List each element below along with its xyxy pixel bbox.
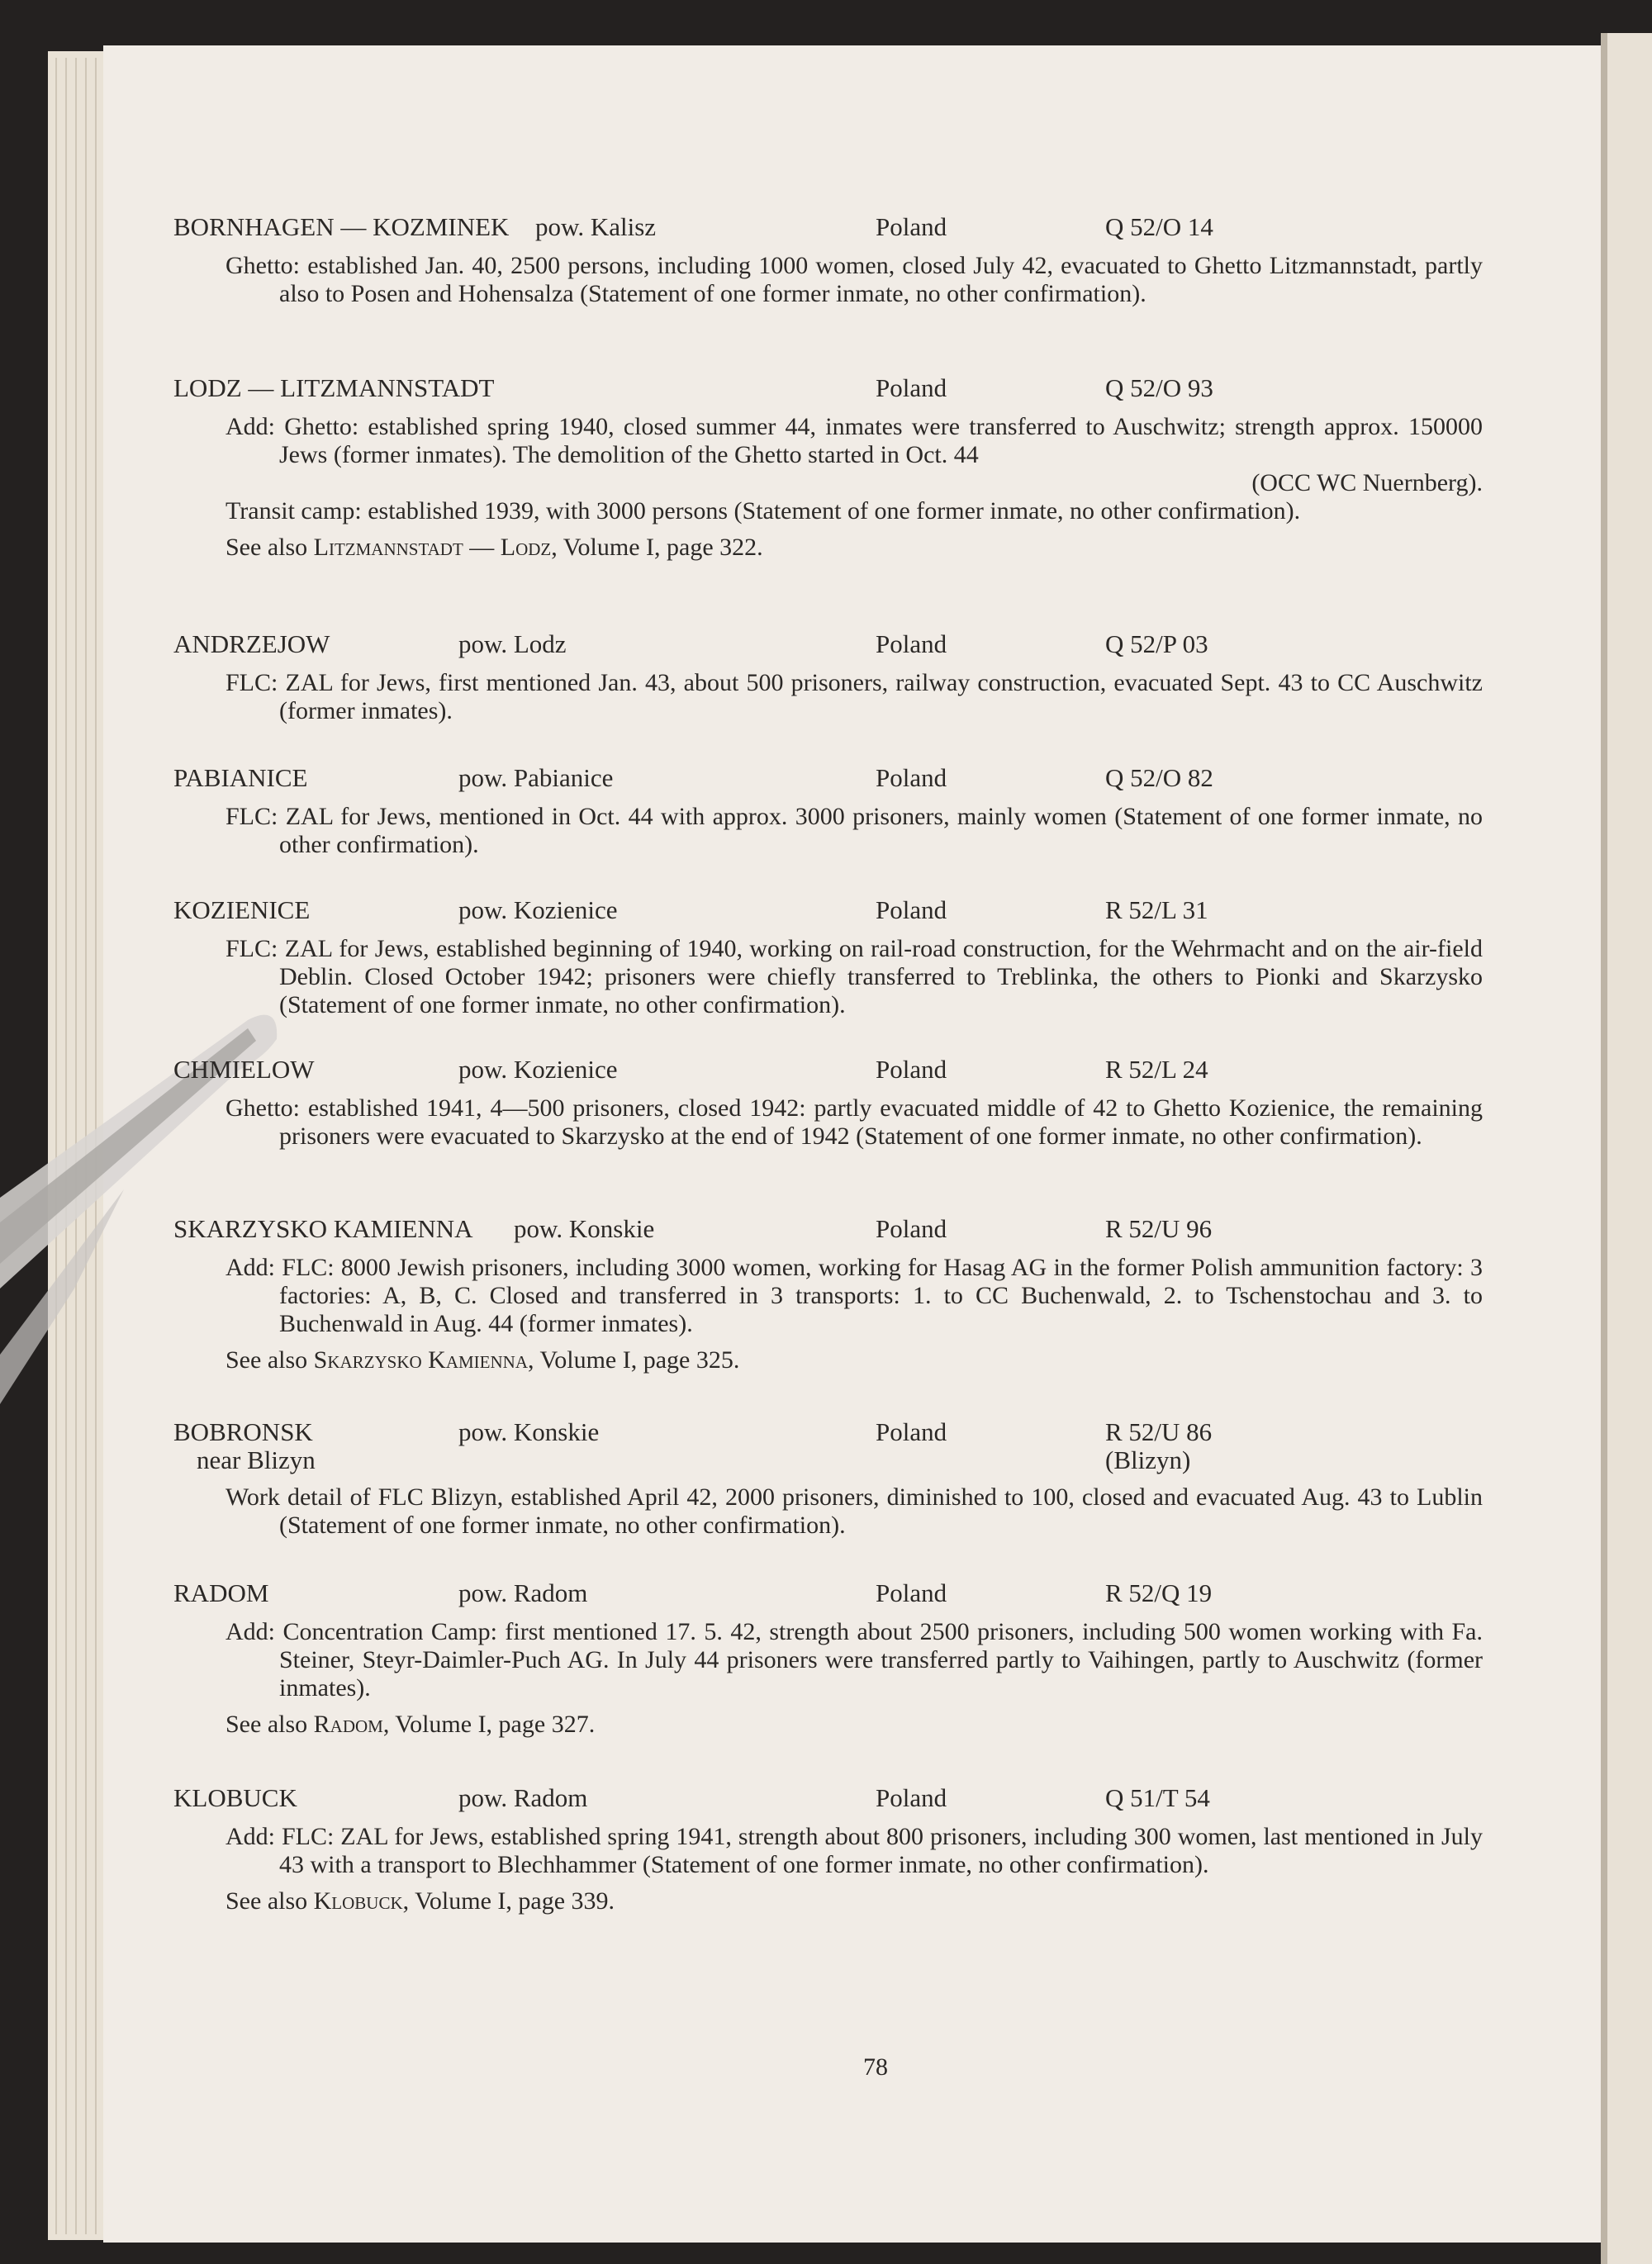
see-also-prefix: See also [225, 1711, 314, 1738]
entry-paragraph: Transit camp: established 1939, with 3000 persons (Statement of one former inmate, no other confirmation). [225, 497, 1301, 524]
see-also [173, 1887, 1483, 1915]
entry-pow: pow. Konskie [514, 1214, 655, 1243]
see-also-prefix: See also [225, 534, 314, 561]
see-also-prefix: See also [225, 1887, 314, 1915]
entry-andrzejow [173, 626, 1483, 725]
see-also-suffix: , Volume I, page 322. [551, 534, 763, 561]
entry-country: Poland [876, 629, 947, 658]
entry-name: PABIANICE [173, 763, 308, 792]
entry-paragraph: FLC: ZAL for Jews, mentioned in Oct. 44 with approx. 3000 prisoners, mainly women (Statement of one former inmate, no other confirmation). [225, 803, 1483, 858]
entry-bobronsk [173, 1414, 1483, 1540]
see-also-prefix: See also [225, 1346, 314, 1374]
entry-lodz [173, 370, 1483, 562]
entry-pow: pow. Konskie [458, 1417, 600, 1446]
see-also-suffix: , Volume I, page 327. [382, 1711, 596, 1738]
entry-skarzysko [173, 1211, 1483, 1374]
entry-ref: Q 52/O 93 [1105, 373, 1213, 402]
entry-header [173, 1414, 1483, 1477]
entry-name: ANDRZEJOW [173, 629, 330, 658]
entry-ref: R 52/L 31 [1105, 895, 1208, 924]
entry-country: Poland [876, 1214, 947, 1243]
entry-ref: R 52/U 86 [1105, 1417, 1213, 1446]
entry-name: KLOBUCK [173, 1783, 297, 1812]
entry-name: RADOM [173, 1578, 269, 1607]
see-also-ref: Litzmannstadt — Lodz [313, 534, 552, 561]
entry-bornhagen [173, 209, 1483, 308]
entry-header [173, 760, 1483, 796]
entry-header [173, 1780, 1483, 1816]
entry-name: BOBRONSK [173, 1417, 313, 1446]
entry-paragraph: FLC: ZAL for Jews, first mentioned Jan. 43, about 500 prisoners, railway construction, evacuated Sept. 43 to CC Auschwitz (former inmates). [225, 669, 1483, 724]
entry-country: Poland [876, 895, 947, 924]
entry-paragraph: Ghetto: established Jan. 40, 2500 persons, including 1000 women, closed July 42, evacuated to Ghetto Litzmannstadt, partly also to Posen and Hohensalza (Statement of one former inmate, no other confirmation). [225, 252, 1483, 307]
entry-pow: pow. Pabianice [458, 763, 614, 792]
entry-name: CHMIELOW [173, 1055, 315, 1084]
entry-pabianice [173, 760, 1483, 859]
entry-name: KOZIENICE [173, 895, 311, 924]
entry-country: Poland [876, 1578, 947, 1607]
entry-ref: R 52/Q 19 [1105, 1578, 1213, 1607]
entry-paragraph: FLC: ZAL for Jews, established beginning of 1940, working on rail-road construction, for the Wehrmacht and on the air-field Deblin. Closed October 1942; prisoners were chiefly transferred to Treblinka, the others to Pionki and Skarzysko (Statement of one former inmate, no other confirmation). [225, 935, 1483, 1018]
entry-radom [173, 1575, 1483, 1739]
page-number: 78 [863, 2053, 888, 2081]
entry-name-sub: near Blizyn [197, 1445, 316, 1474]
entry-ref: Q 51/T 54 [1105, 1783, 1210, 1812]
entry-header [173, 892, 1483, 928]
entry-header [173, 209, 1483, 245]
entry-country: Poland [876, 1417, 947, 1446]
see-also-ref: Skarzysko Kamienna [313, 1346, 528, 1374]
entry-name: BORNHAGEN — KOZMINEK [173, 212, 510, 241]
entry-country: Poland [876, 1783, 947, 1812]
entry-paragraph: Add: FLC: ZAL for Jews, established spring 1941, strength about 800 prisoners, including 300 women, last mentioned in July 43 with a transport to Blechhammer (Statement of one former inmate, no other confirmation). [225, 1823, 1483, 1878]
entry-klobuck [173, 1780, 1483, 1915]
entry-chmielow [173, 1051, 1483, 1151]
see-also [173, 1346, 1483, 1374]
entry-paragraph: Add: FLC: 8000 Jewish prisoners, including 3000 women, working for Hasag AG in the former Polish ammunition factory: 3 factories: A, B, C. Closed and transferred in 3 transports: 1. to CC Buchenwald, 2. to Tschenstochau and 3. to Buchenwald in Aug. 44 (former inmates). [225, 1254, 1483, 1337]
entry-country: Poland [876, 373, 947, 402]
entry-ref: Q 52/O 82 [1105, 763, 1213, 792]
entry-ref-sub: (Blizyn) [1105, 1445, 1191, 1474]
entry-header [173, 370, 1483, 406]
entry-paragraph: Add: Ghetto: established spring 1940, closed summer 44, inmates were transferred to Auschwitz; strength approx. 150000 Jews (former inmates). The demolition of the Ghetto started in Oct. 44 [225, 413, 1483, 468]
entry-name: LODZ — LITZMANNSTADT [173, 373, 495, 402]
entry-ref: R 52/U 96 [1105, 1214, 1213, 1243]
entry-header [173, 1051, 1483, 1088]
see-also-suffix: , Volume I, page 339. [402, 1887, 615, 1915]
entry-country: Poland [876, 212, 947, 241]
entry-kozienice [173, 892, 1483, 1019]
entry-pow: pow. Kozienice [458, 895, 618, 924]
entry-paragraph: Add: Concentration Camp: first mentioned 17. 5. 42, strength about 2500 prisoners, including 500 women working with Fa. Steiner, Steyr-Daimler-Puch AG. In July 44 prisoners were transferred partly to Vaihingen, partly to Auschwitz (former inmates). [225, 1618, 1483, 1702]
entry-pow: pow. Kozienice [458, 1055, 618, 1084]
entry-country: Poland [876, 1055, 947, 1084]
entry-name: SKARZYSKO KAMIENNA [173, 1214, 473, 1243]
see-also-ref: Klobuck [313, 1887, 403, 1915]
entry-paragraph: Ghetto: established 1941, 4—500 prisoners, closed 1942: partly evacuated middle of 42 to Ghetto Kozienice, the remaining prisoners were evacuated to Skarzysko at the end of 1942 (Statement of one former inmate, no other confirmation). [225, 1094, 1483, 1150]
see-also-ref: Radom [313, 1711, 383, 1738]
entry-ref: Q 52/P 03 [1105, 629, 1208, 658]
entry-pow: pow. Radom [458, 1578, 588, 1607]
entry-header [173, 626, 1483, 662]
entry-ref: Q 52/O 14 [1105, 212, 1213, 241]
entry-header [173, 1575, 1483, 1611]
entry-source-note: (OCC WC Nuernberg). [1251, 469, 1483, 496]
entry-header [173, 1211, 1483, 1247]
entry-pow: pow. Kalisz [535, 212, 657, 241]
entry-country: Poland [876, 763, 947, 792]
see-also [173, 534, 1483, 562]
entry-pow: pow. Radom [458, 1783, 588, 1812]
see-also-suffix: , Volume I, page 325. [528, 1346, 740, 1374]
entry-ref: R 52/L 24 [1105, 1055, 1208, 1084]
entry-pow: pow. Lodz [458, 629, 567, 658]
entry-paragraph: Work detail of FLC Blizyn, established April 42, 2000 prisoners, diminished to 100, closed and evacuated Aug. 43 to Lublin (Statement of one former inmate, no other confirmation). [225, 1483, 1483, 1539]
see-also [173, 1711, 1483, 1739]
